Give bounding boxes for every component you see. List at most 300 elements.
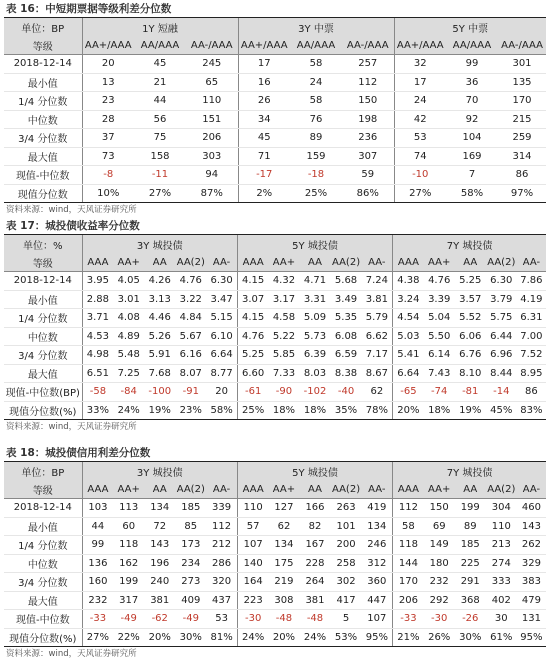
- table-cell: 7.52: [517, 346, 546, 365]
- group-header: 5Y 城投债: [237, 462, 392, 481]
- table-cell: 308: [268, 591, 299, 610]
- table-cell: 185: [455, 536, 486, 555]
- row-label: 2018-12-14: [4, 272, 82, 291]
- table-cell: 6.16: [175, 346, 206, 365]
- table-cell: 4.76: [424, 272, 455, 291]
- table-cell: 185: [175, 499, 206, 518]
- table-cell: 59: [342, 166, 394, 185]
- table-cell: 7.24: [362, 272, 393, 291]
- table-cell: 7.00: [517, 327, 546, 346]
- table-cell: 5.15: [206, 309, 237, 328]
- table-cell: 5.25: [237, 346, 268, 365]
- table-cell: 246: [362, 536, 393, 555]
- table-row: [4, 73, 546, 92]
- column-header: AA: [455, 480, 486, 499]
- column-header: AA(2): [331, 253, 362, 272]
- table-cell: 4.54: [393, 309, 424, 328]
- row-label: 现值-中位数: [4, 610, 82, 629]
- table-cell: 4.19: [517, 290, 546, 309]
- table-cell: 262: [517, 536, 546, 555]
- row-label: 现值-中位数: [4, 166, 82, 185]
- table-cell: 8.10: [455, 364, 486, 383]
- column-header: AA-/AAA: [498, 36, 546, 55]
- table-cell: 291: [455, 573, 486, 592]
- table-cell: 110: [237, 499, 268, 518]
- column-header: AA+: [268, 480, 299, 499]
- table-cell: 223: [237, 591, 268, 610]
- table-cell: 5.48: [113, 346, 144, 365]
- table-cell: 3.57: [455, 290, 486, 309]
- table-cell: 2%: [238, 184, 290, 203]
- table-cell: -33: [82, 610, 113, 629]
- table-cell: 113: [113, 499, 144, 518]
- table-cell: 419: [362, 499, 393, 518]
- table-cell: 53: [394, 129, 446, 148]
- table-cell: -30: [424, 610, 455, 629]
- column-header: AAA: [82, 253, 113, 272]
- table-cell: 8.44: [486, 364, 517, 383]
- table-cell: 5.25: [455, 272, 486, 291]
- table-cell: 160: [82, 573, 113, 592]
- table-cell: -17: [238, 166, 290, 185]
- table-cell: 273: [175, 573, 206, 592]
- table-row: [4, 129, 546, 148]
- table-cell: 302: [331, 573, 362, 592]
- table-cell: 170: [498, 92, 546, 111]
- header-row-groups: [4, 18, 546, 37]
- table-cell: 89: [290, 129, 342, 148]
- table-cell: 206: [186, 129, 238, 148]
- table-cell: 135: [498, 73, 546, 92]
- table-cell: 234: [175, 554, 206, 573]
- table-cell: 264: [299, 573, 330, 592]
- table-18-section: [4, 446, 546, 661]
- table-cell: 70: [446, 92, 498, 111]
- table-cell: 140: [237, 554, 268, 573]
- table-cell: -74: [424, 383, 455, 402]
- table-cell: 4.32: [268, 272, 299, 291]
- table-cell: 196: [144, 554, 175, 573]
- column-header: AA-: [362, 253, 393, 272]
- table-cell: 20%: [144, 628, 175, 647]
- table-row: [4, 147, 546, 166]
- table-cell: 5.35: [331, 309, 362, 328]
- table-cell: 92: [446, 110, 498, 129]
- table-cell: 317: [113, 591, 144, 610]
- table-row: [4, 290, 546, 309]
- table-cell: 232: [82, 591, 113, 610]
- table-cell: 26: [238, 92, 290, 111]
- table-cell: 18%: [299, 401, 330, 420]
- table-cell: 200: [331, 536, 362, 555]
- table-cell: 82: [299, 517, 330, 536]
- table-cell: 3.17: [268, 290, 299, 309]
- row-label: 最大值: [4, 147, 82, 166]
- table-cell: 143: [517, 517, 546, 536]
- table-cell: 143: [144, 536, 175, 555]
- row-label: 中位数: [4, 110, 82, 129]
- table-cell: 110: [486, 517, 517, 536]
- table-cell: 5.04: [424, 309, 455, 328]
- table-cell: 144: [393, 554, 424, 573]
- row-label: 最小值: [4, 73, 82, 92]
- table-cell: 7.86: [517, 272, 546, 291]
- table-cell: 6.76: [455, 346, 486, 365]
- group-header: 3Y 城投债: [82, 235, 237, 254]
- table-cell: 94: [186, 166, 238, 185]
- table-cell: 6.62: [362, 327, 393, 346]
- group-header: 5Y 中票: [394, 18, 546, 37]
- table-cell: 5.50: [424, 327, 455, 346]
- table-cell: 58: [393, 517, 424, 536]
- table-cell: 215: [498, 110, 546, 129]
- table-row: [4, 309, 546, 328]
- table-cell: -8: [82, 166, 134, 185]
- table-cell: 7.68: [144, 364, 175, 383]
- table-cell: 25%: [237, 401, 268, 420]
- table-cell: -26: [455, 610, 486, 629]
- table-cell: 3.47: [206, 290, 237, 309]
- group-header: 7Y 城投债: [393, 235, 546, 254]
- table-cell: 4.08: [113, 309, 144, 328]
- table-cell: 460: [517, 499, 546, 518]
- level-label: 等级: [4, 480, 82, 499]
- table-cell: 5.03: [393, 327, 424, 346]
- column-header: AA+/AAA: [394, 36, 446, 55]
- table-cell: 97%: [498, 184, 546, 203]
- table-cell: 6.44: [486, 327, 517, 346]
- table-cell: 4.15: [237, 272, 268, 291]
- table-cell: 27%: [134, 184, 186, 203]
- table-cell: 110: [186, 92, 238, 111]
- table-cell: 5.85: [268, 346, 299, 365]
- column-header: AA-: [206, 480, 237, 499]
- table-cell: 240: [144, 573, 175, 592]
- table-cell: 6.96: [486, 346, 517, 365]
- table-cell: 20: [82, 55, 134, 74]
- table-cell: 86: [498, 166, 546, 185]
- table-cell: 150: [342, 92, 394, 111]
- table-cell: 19%: [455, 401, 486, 420]
- row-label: 3/4 分位数: [4, 573, 82, 592]
- table-cell: 4.05: [113, 272, 144, 291]
- table-cell: 219: [268, 573, 299, 592]
- table-cell: 7: [446, 166, 498, 185]
- column-header: AA/AAA: [446, 36, 498, 55]
- table-cell: 175: [268, 554, 299, 573]
- table-cell: 447: [362, 591, 393, 610]
- table-cell: 164: [237, 573, 268, 592]
- table-cell: 6.08: [331, 327, 362, 346]
- table-cell: 118: [113, 536, 144, 555]
- table-16: [4, 17, 546, 203]
- table-cell: 23: [82, 92, 134, 111]
- table-cell: 166: [299, 499, 330, 518]
- group-header: 3Y 中票: [238, 18, 394, 37]
- header-row-levels: [4, 36, 546, 55]
- table-cell: 3.07: [237, 290, 268, 309]
- column-header: AAA: [393, 253, 424, 272]
- column-header: AA-: [206, 253, 237, 272]
- level-label: 等级: [4, 36, 82, 55]
- table-cell: 20: [206, 383, 237, 402]
- table-cell: 7.33: [268, 364, 299, 383]
- table-cell: -49: [175, 610, 206, 629]
- table-row: [4, 536, 546, 555]
- table-cell: 75: [134, 129, 186, 148]
- table-cell: 259: [498, 129, 546, 148]
- column-header: AA: [299, 253, 330, 272]
- table-row: [4, 554, 546, 573]
- table-cell: 45: [134, 55, 186, 74]
- table-cell: 25%: [290, 184, 342, 203]
- table-cell: 5.22: [268, 327, 299, 346]
- column-header: AA+: [424, 480, 455, 499]
- table-cell: 8.03: [299, 364, 330, 383]
- table-cell: 20%: [268, 628, 299, 647]
- row-label: 中位数: [4, 554, 82, 573]
- table-cell: 437: [206, 591, 237, 610]
- column-header: AA+: [113, 480, 144, 499]
- table-17: [4, 234, 546, 420]
- table-cell: -65: [393, 383, 424, 402]
- table-cell: 27%: [82, 628, 113, 647]
- row-label: 1/4 分位数: [4, 92, 82, 111]
- table-cell: 151: [186, 110, 238, 129]
- table-cell: 381: [299, 591, 330, 610]
- table-cell: 58: [290, 92, 342, 111]
- row-label: 1/4 分位数: [4, 309, 82, 328]
- table-cell: 35%: [331, 401, 362, 420]
- table-cell: 30: [486, 610, 517, 629]
- table-cell: 32: [394, 55, 446, 74]
- table-cell: 314: [498, 147, 546, 166]
- table-row: [4, 517, 546, 536]
- table-cell: -58: [82, 383, 113, 402]
- table-cell: 6.30: [206, 272, 237, 291]
- table-cell: 4.76: [175, 272, 206, 291]
- table-row: [4, 272, 546, 291]
- table-cell: 3.39: [424, 290, 455, 309]
- table-cell: 417: [331, 591, 362, 610]
- row-label: 3/4 分位数: [4, 346, 82, 365]
- table-cell: 118: [393, 536, 424, 555]
- table-cell: 6.30: [486, 272, 517, 291]
- table-cell: 286: [206, 554, 237, 573]
- table-cell: 7.43: [424, 364, 455, 383]
- table-cell: -48: [268, 610, 299, 629]
- table-cell: 150: [424, 499, 455, 518]
- source-note: 资料来源：wind，天风证券研究所: [6, 422, 137, 432]
- row-label: 2018-12-14: [4, 55, 82, 74]
- table-cell: 5: [331, 610, 362, 629]
- table-cell: 6.64: [393, 364, 424, 383]
- table-cell: 53%: [331, 628, 362, 647]
- column-header: AA: [144, 253, 175, 272]
- table-row: [4, 573, 546, 592]
- header-row-levels: [4, 480, 546, 499]
- column-header: AA: [455, 253, 486, 272]
- table-cell: 236: [342, 129, 394, 148]
- table-cell: 212: [206, 536, 237, 555]
- table-cell: 57: [237, 517, 268, 536]
- table-cell: 303: [186, 147, 238, 166]
- table-cell: 71: [238, 147, 290, 166]
- table-cell: 4.53: [82, 327, 113, 346]
- table-cell: 78%: [362, 401, 393, 420]
- column-header: AA(2): [486, 253, 517, 272]
- table-cell: 4.26: [144, 272, 175, 291]
- table-row: [4, 184, 546, 203]
- table-cell: 24%: [113, 401, 144, 420]
- table-cell: 149: [424, 536, 455, 555]
- table-cell: 198: [342, 110, 394, 129]
- group-header: 7Y 城投债: [393, 462, 546, 481]
- table-cell: 58%: [206, 401, 237, 420]
- table-cell: 232: [424, 573, 455, 592]
- header-row-levels: [4, 253, 546, 272]
- table-cell: 381: [144, 591, 175, 610]
- table-cell: 333: [486, 573, 517, 592]
- column-header: AA(2): [331, 480, 362, 499]
- table-cell: -100: [144, 383, 175, 402]
- table-cell: 101: [331, 517, 362, 536]
- table-cell: 5.79: [362, 309, 393, 328]
- table-cell: 85: [175, 517, 206, 536]
- table-cell: 5.52: [455, 309, 486, 328]
- table-cell: 112: [342, 73, 394, 92]
- table-cell: 17: [394, 73, 446, 92]
- table-cell: 304: [486, 499, 517, 518]
- unit-label: 单位：BP: [4, 18, 82, 37]
- table-cell: 76: [290, 110, 342, 129]
- table-row: [4, 364, 546, 383]
- table-cell: 312: [362, 554, 393, 573]
- table-cell: 8.95: [517, 364, 546, 383]
- table-cell: -14: [486, 383, 517, 402]
- group-header: 5Y 城投债: [237, 235, 392, 254]
- row-label: 3/4 分位数: [4, 129, 82, 148]
- table-cell: 134: [268, 536, 299, 555]
- table-17-section: [4, 219, 546, 434]
- group-header: 3Y 城投债: [82, 462, 237, 481]
- table-row: [4, 628, 546, 647]
- table-cell: 2.88: [82, 290, 113, 309]
- table-cell: 36: [446, 73, 498, 92]
- table-cell: 6.64: [206, 346, 237, 365]
- table-cell: 360: [362, 573, 393, 592]
- table-cell: 13: [82, 73, 134, 92]
- table-cell: 213: [486, 536, 517, 555]
- table-cell: -10: [394, 166, 446, 185]
- group-header: 1Y 短融: [82, 18, 238, 37]
- table-cell: 3.01: [113, 290, 144, 309]
- table-cell: 6.14: [424, 346, 455, 365]
- table-cell: 6.59: [331, 346, 362, 365]
- table-cell: 6.51: [82, 364, 113, 383]
- table-cell: 34: [238, 110, 290, 129]
- table-cell: 225: [455, 554, 486, 573]
- table-cell: 5.26: [144, 327, 175, 346]
- table-row: [4, 346, 546, 365]
- table-cell: 301: [498, 55, 546, 74]
- table-cell: 4.84: [175, 309, 206, 328]
- table-cell: 134: [362, 517, 393, 536]
- table-cell: 81%: [206, 628, 237, 647]
- table-cell: 95%: [517, 628, 546, 647]
- table-cell: 8.38: [331, 364, 362, 383]
- source-note: 资料来源：wind，天风证券研究所: [6, 649, 137, 659]
- column-header: AA-: [517, 480, 546, 499]
- table-cell: -90: [268, 383, 299, 402]
- table-cell: 6.39: [299, 346, 330, 365]
- table-cell: 8.07: [175, 364, 206, 383]
- table-cell: 89: [455, 517, 486, 536]
- table-row: [4, 499, 546, 518]
- table-cell: 72: [144, 517, 175, 536]
- column-header: AA: [299, 480, 330, 499]
- table-cell: 69: [424, 517, 455, 536]
- table-cell: 136: [82, 554, 113, 573]
- table-cell: -62: [144, 610, 175, 629]
- row-label: 最小值: [4, 290, 82, 309]
- column-header: AA/AAA: [290, 36, 342, 55]
- table-cell: 3.79: [486, 290, 517, 309]
- column-header: AA+: [268, 253, 299, 272]
- table-cell: 402: [486, 591, 517, 610]
- table-cell: 131: [517, 610, 546, 629]
- table-cell: 56: [134, 110, 186, 129]
- column-header: AA: [144, 480, 175, 499]
- table-cell: 7.25: [113, 364, 144, 383]
- table-row: [4, 327, 546, 346]
- table-cell: 86: [517, 383, 546, 402]
- level-label: 等级: [4, 253, 82, 272]
- table-caption: 表 17：城投债收益率分位数: [6, 220, 140, 232]
- table-cell: 292: [424, 591, 455, 610]
- table-cell: 107: [362, 610, 393, 629]
- column-header: AAA: [82, 480, 113, 499]
- table-cell: 4.76: [237, 327, 268, 346]
- table-cell: 20%: [393, 401, 424, 420]
- table-cell: 58%: [446, 184, 498, 203]
- table-cell: 206: [393, 591, 424, 610]
- table-16-section: [4, 2, 546, 217]
- table-row: [4, 610, 546, 629]
- table-cell: 4.71: [299, 272, 330, 291]
- table-cell: 274: [486, 554, 517, 573]
- column-header: AA+: [424, 253, 455, 272]
- table-cell: 24: [290, 73, 342, 92]
- table-cell: 30%: [455, 628, 486, 647]
- table-cell: 18%: [424, 401, 455, 420]
- table-cell: 7.17: [362, 346, 393, 365]
- unit-label: 单位：BP: [4, 462, 82, 481]
- table-cell: 24%: [237, 628, 268, 647]
- table-cell: 30%: [175, 628, 206, 647]
- table-cell: 45%: [486, 401, 517, 420]
- table-cell: 107: [237, 536, 268, 555]
- table-cell: 5.75: [486, 309, 517, 328]
- row-label: 最大值: [4, 591, 82, 610]
- table-cell: 258: [331, 554, 362, 573]
- column-header: AA+: [113, 253, 144, 272]
- table-cell: 42: [394, 110, 446, 129]
- table-cell: 112: [206, 517, 237, 536]
- column-header: AA-/AAA: [342, 36, 394, 55]
- table-cell: 74: [394, 147, 446, 166]
- column-header: AAA: [237, 480, 268, 499]
